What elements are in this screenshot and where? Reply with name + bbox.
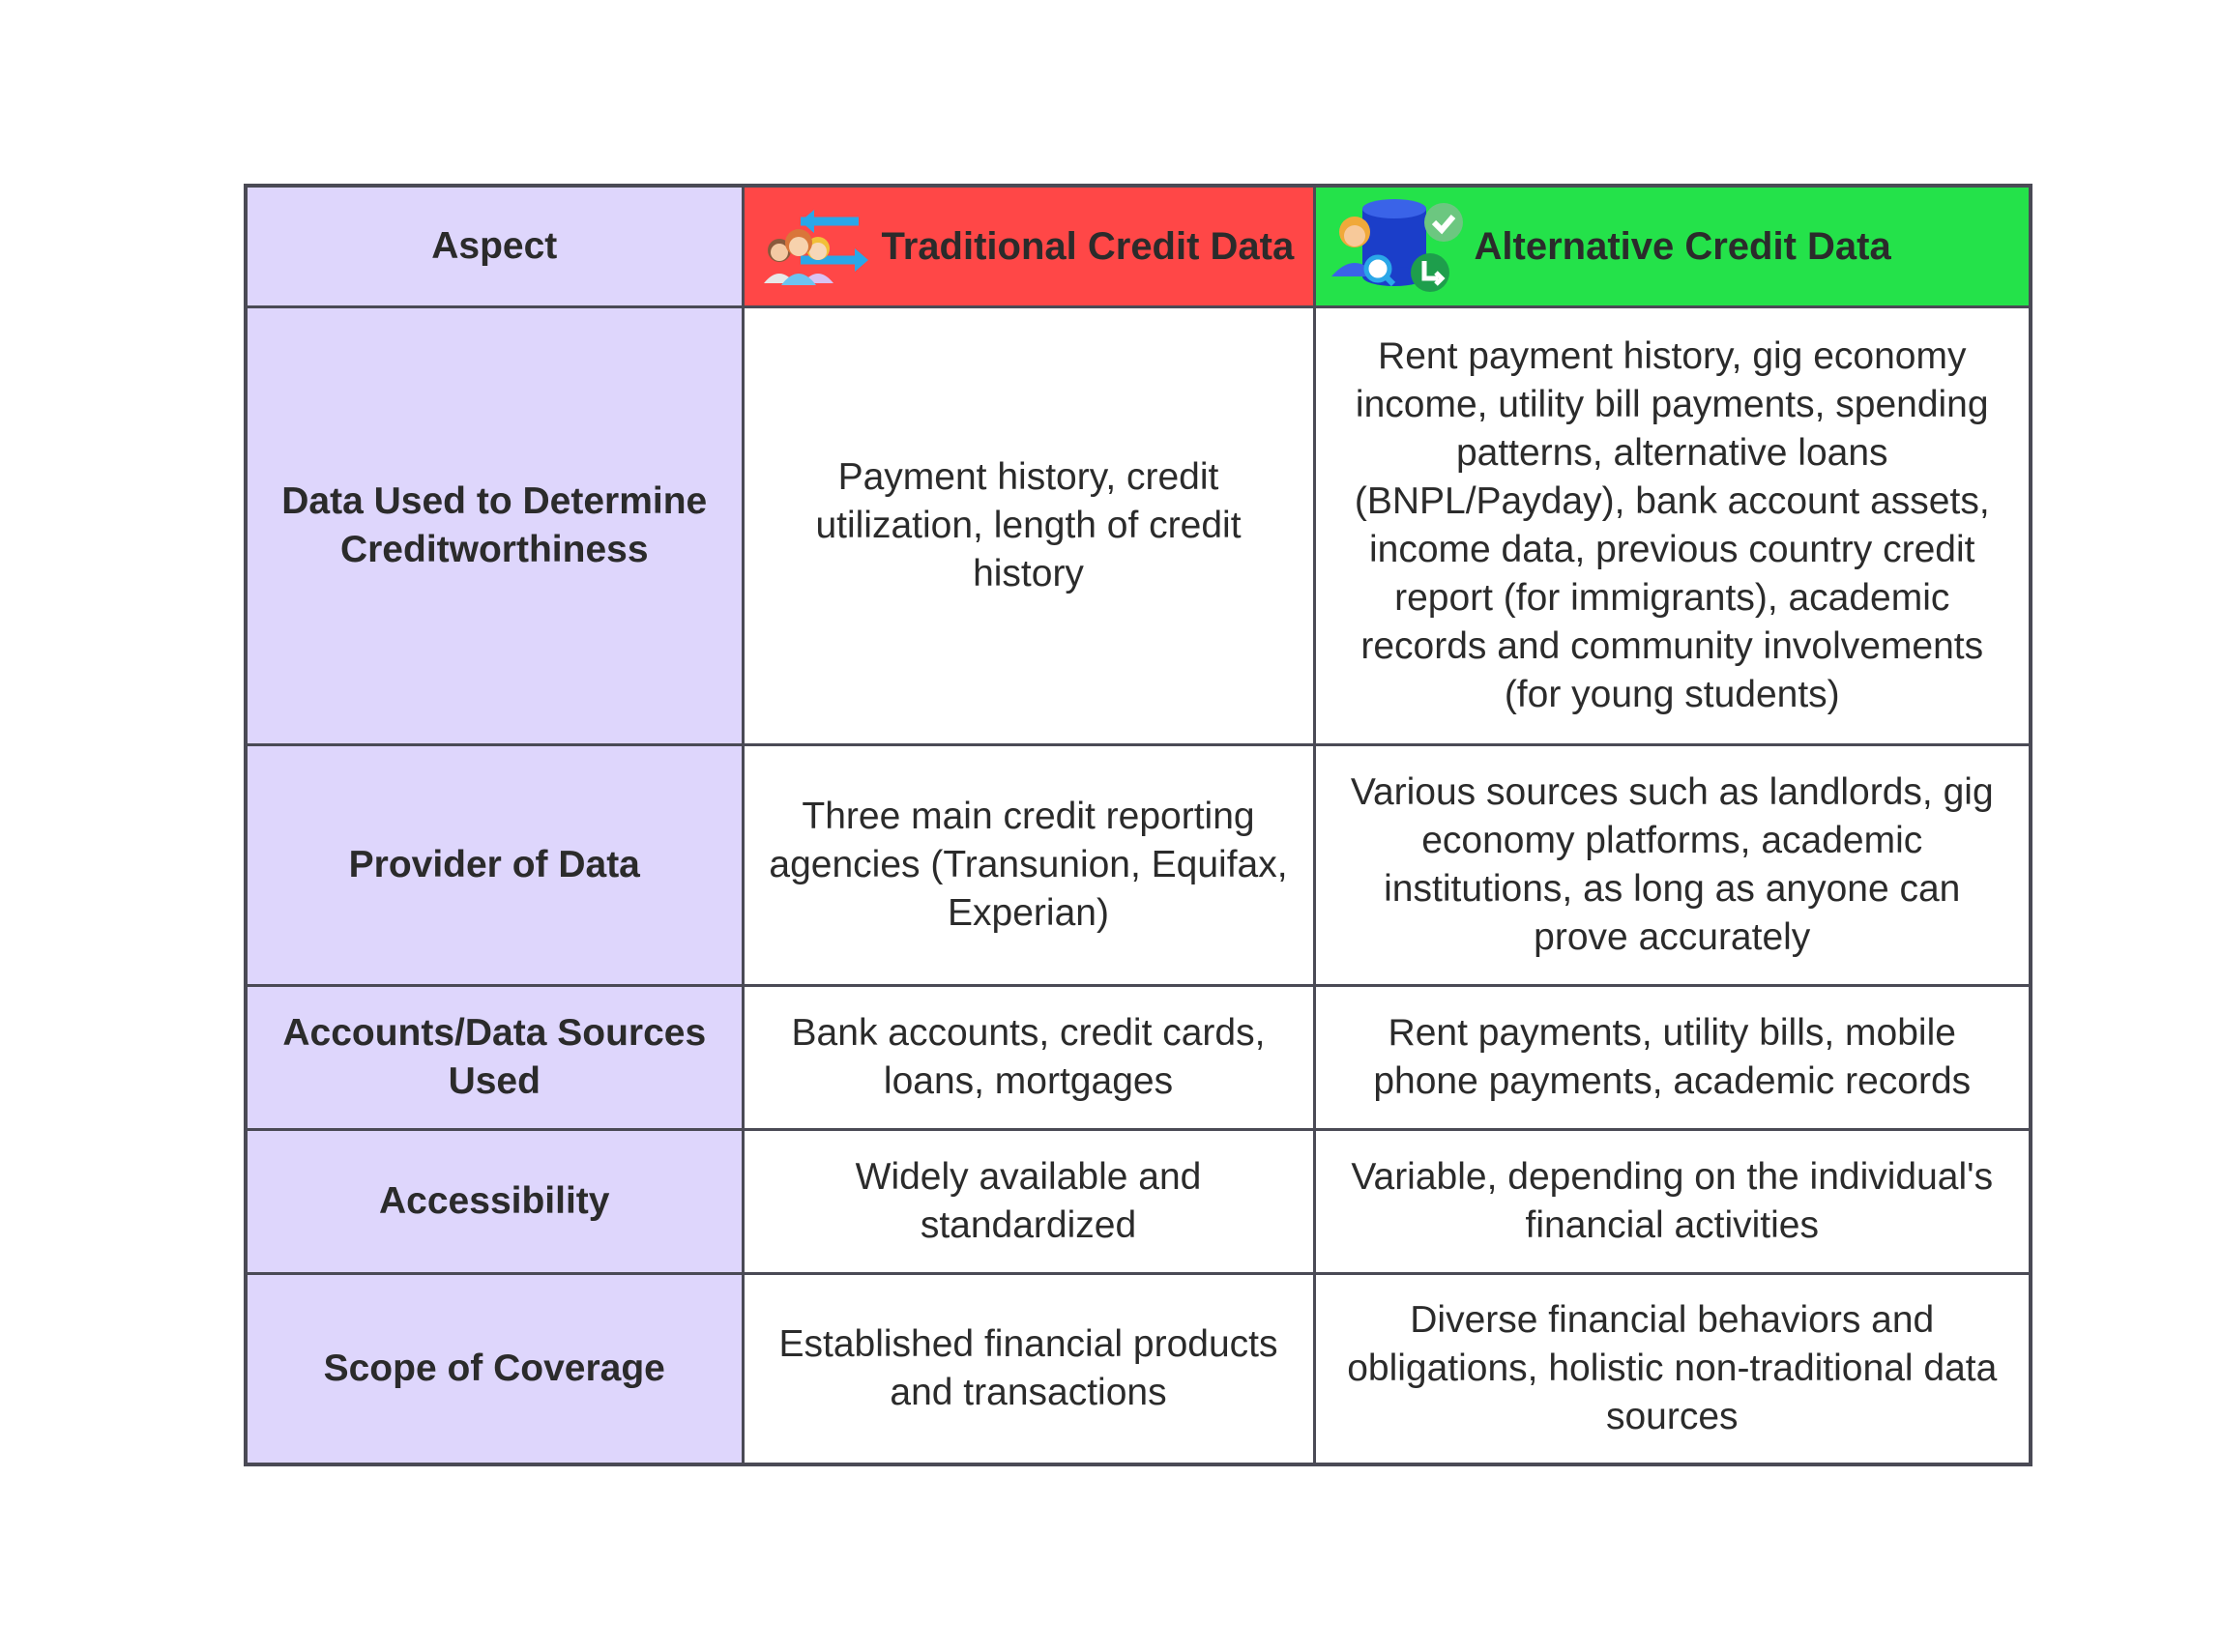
table-header-row — [246, 186, 2031, 307]
row-traditional: Established financial products and transactions — [743, 1274, 1314, 1465]
row-aspect: Accounts/Data Sources Used — [246, 986, 743, 1130]
row-traditional: Three main credit reporting agencies (Transunion, Equifax, Experian) — [743, 745, 1314, 986]
database-user-check-icon — [1330, 195, 1465, 298]
header-aspect: Aspect — [246, 186, 743, 307]
table-row — [246, 307, 2031, 745]
header-alternative-label: Alternative Credit Data — [1474, 225, 1891, 268]
row-aspect: Data Used to Determine Creditworthiness — [246, 307, 743, 745]
row-aspect: Accessibility — [246, 1130, 743, 1274]
row-alternative: Rent payment history, gig economy income, utility bill payments, spending patterns, alternative loans (BNPL/Payday), bank account assets, income data, previous country credit report (for immigrants), academic records and community involvements (for young students) — [1314, 307, 2031, 745]
row-alternative: Rent payments, utility bills, mobile phone payments, academic records — [1314, 986, 2031, 1130]
table-row — [246, 986, 2031, 1130]
table-row — [246, 1274, 2031, 1465]
comparison-table — [244, 184, 2032, 1466]
header-alternative — [1314, 186, 2031, 307]
row-alternative: Variable, depending on the individual's financial activities — [1314, 1130, 2031, 1274]
table-row — [246, 1130, 2031, 1274]
row-aspect: Provider of Data — [246, 745, 743, 986]
row-alternative: Diverse financial behaviors and obligations, holistic non-traditional data sources — [1314, 1274, 2031, 1465]
table-row — [246, 745, 2031, 986]
people-exchange-icon — [758, 208, 872, 285]
comparison-table-container — [244, 184, 2029, 1466]
row-traditional: Payment history, credit utilization, length of credit history — [743, 307, 1314, 745]
row-aspect: Scope of Coverage — [246, 1274, 743, 1465]
row-traditional: Widely available and standardized — [743, 1130, 1314, 1274]
header-traditional — [743, 186, 1314, 307]
row-alternative: Various sources such as landlords, gig economy platforms, academic institutions, as long as anyone can prove accurately — [1314, 745, 2031, 986]
header-traditional-label: Traditional Credit Data — [881, 225, 1295, 268]
row-traditional: Bank accounts, credit cards, loans, mortgages — [743, 986, 1314, 1130]
